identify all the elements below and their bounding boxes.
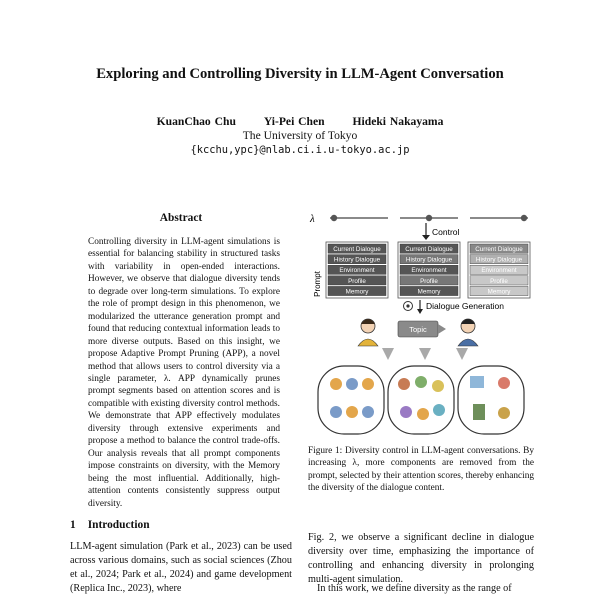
prompt-component-label: Memory [417,288,441,296]
abstract-heading: Abstract [159,212,203,224]
prompt-component-label: Environment [411,267,447,275]
prompt-component-label: Environment [481,267,517,275]
prompt-component-label: Current Dialogue [475,246,523,253]
agent-right-icon [458,319,478,346]
prompt-component-label: Memory [487,288,511,296]
prompt-component-label: Memory [345,288,369,296]
lambda-slider-mid [400,215,458,221]
section-heading-introduction [70,519,150,531]
right-column-paragraph: In this work, we define diversity as the range of [317,583,512,594]
outcome-high-diversity [458,366,524,434]
branch-arrow-icon [382,348,394,360]
abstract-text: Controlling diversity in LLM-agent simulations is essential for balancing stability in structured tasks with variability in open-ended interactions. However, we observe that dialogue diversity tends to degrade over long-term simulations. To explore the role of prompt design in this phenomenon, we modularized the utterance generation prompt and found that reducing contextual information leads to more diverse outputs. Based on this insight, we propose Adaptive Prompt Pruning (APP), a novel method that allows users to control diversity via a single parameter, λ. APP dynamically prunes prompt segments based on attention scores and is compatible with existing diversity control methods. We demonstrate that APP effectively modulates diversity through extensive experiments and propose a method to balance the control trade-offs. Our analysis reveals that all prompt components impose constraints on diversity, with the Memory being the most influential. Additionally, high-attention contents consistently suppress output diversity. [88,237,280,509]
affiliation: The University of Tokyo [242,129,358,142]
topic-label: Topic [409,325,427,334]
prompt-component-label: Profile [420,277,438,285]
prompt-component-label: History Dialogue [405,256,453,264]
control-label: Control [432,227,460,237]
dialogue-generation-label: Dialogue Generation [426,301,504,311]
diversity-control-diagram [308,208,534,440]
prompt-component-label: History Dialogue [333,256,381,264]
prompt-component-label: Profile [490,277,508,285]
lambda-slider-low [330,215,388,221]
author-list [0,115,600,128]
outcome-mid-diversity [388,366,454,434]
lambda-slider-high [470,215,528,221]
prompt-component-label: Current Dialogue [333,246,381,253]
prompt-component-label: Current Dialogue [405,246,453,253]
section-number: 1 [70,519,76,531]
topic-bubble [398,321,446,337]
right-column-paragraph: Fig. 2, we observe a significant decline in dialogue diversity over time, emphasizing the importance of controlling and enhancing diversity in prolonging multi-agent simulation. [308,532,534,585]
prompt-component-label: Profile [348,277,366,285]
outcome-low-diversity [318,366,384,434]
email: {kcchu,ypc}@nlab.ci.i.u-tokyo.ac.jp [190,144,410,156]
prompt-label: Prompt [313,271,322,297]
section-title: Introduction [87,519,150,531]
branch-arrow-icon [456,348,468,360]
introduction-text: LLM-agent simulation (Park et al., 2023) can be used across various domains, such as social sciences (Zhou et al., 2024; Park et al., 2024) and game development (Replica Inc., 2023), where [70,541,292,594]
author-name: Hideki Nakayama [352,115,444,128]
agent-left-icon [358,319,378,346]
figure-1 [308,208,534,440]
paper-title: Exploring and Controlling Diversity in LLM-Agent Conversation [96,66,504,82]
branch-arrow-icon [419,348,431,360]
prompt-component-label: Environment [339,267,375,275]
figure-caption: Figure 1: Diversity control in LLM-agent conversations. By increasing λ, more components are removed from the prompt, selected by their attention scores, thereby enhancing the diversity of the dialogue content. [308,446,534,493]
prompt-component-label: History Dialogue [475,256,523,264]
lambda-symbol: λ [310,213,315,225]
author-name: KuanChao Chu [156,115,236,128]
author-name: Yi-Pei Chen [263,115,325,128]
